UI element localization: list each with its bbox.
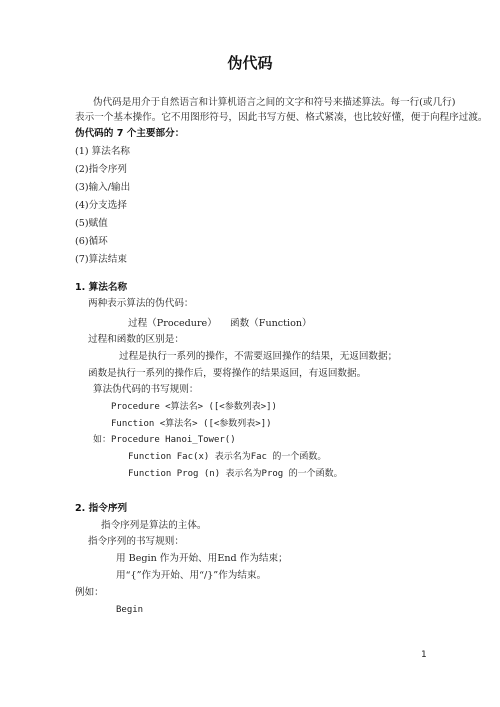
section-1-line: 过程和函数的区别是：	[88, 334, 184, 345]
section-1-line: 算法伪代码的书写规则：	[93, 384, 199, 395]
section-1-line: 函数是执行一系列的操作后，要将操作的结果返回，有返回数据。	[88, 368, 367, 379]
section-2-line: 指令序列的书写规则：	[88, 536, 184, 547]
part-item: (2)指令序列	[75, 164, 127, 175]
code-line: Procedure <算法名> ([<参数列表>])	[111, 402, 277, 412]
document-title: 伪代码	[227, 54, 273, 72]
function-label: 函数（Function）	[230, 318, 312, 329]
code-line: Function Fac(x) 表示名为Fac 的一个函数。	[128, 452, 327, 462]
section-2-line: 例如：	[75, 587, 104, 598]
code-line: Function Prog (n) 表示名为Prog 的一个函数。	[128, 469, 343, 479]
section-2-line: 指令序列是算法的主体。	[101, 520, 207, 531]
procedure-label: 过程（Procedure）	[128, 318, 217, 329]
intro-line-1: 伪代码是用介于自然语言和计算机语言之间的文字和符号来描述算法。每一行(或几行)	[93, 97, 456, 108]
section-1-line: 两种表示算法的伪代码：	[88, 298, 194, 309]
part-item: (5)赋值	[75, 218, 108, 229]
section-2-line: 用 Begin 作为开始、用End 作为结束；	[116, 553, 288, 564]
page-number: 1	[421, 650, 427, 660]
part-item: (3)输入/输出	[75, 182, 131, 193]
section-1-line: 过程是执行一系列的操作，不需要返回操作的结果，无返回数据；	[119, 351, 398, 362]
parts-heading: 伪代码的 7 个主要部分：	[75, 128, 185, 139]
section-1-heading: 1. 算法名称	[75, 282, 128, 293]
code-line: 如：Procedure Hanoi_Tower()	[93, 435, 236, 445]
part-item: (4)分支选择	[75, 200, 127, 211]
section-2-line: 用“{”作为开始、用“/}”作为结束。	[116, 570, 267, 581]
part-item: (6)循环	[75, 236, 108, 247]
code-line: Begin	[116, 605, 144, 615]
part-item: (1) 算法名称	[75, 146, 131, 157]
intro-line-2: 表示一个基本操作。它不用图形符号，因此书写方便、格式紧凑，也比较好懂，便于向程序过渡。	[75, 112, 488, 123]
code-line: Function <算法名> ([<参数列表>])	[111, 419, 272, 429]
part-item: (7)算法结束	[75, 254, 127, 265]
section-2-heading: 2. 指令序列	[75, 503, 128, 514]
